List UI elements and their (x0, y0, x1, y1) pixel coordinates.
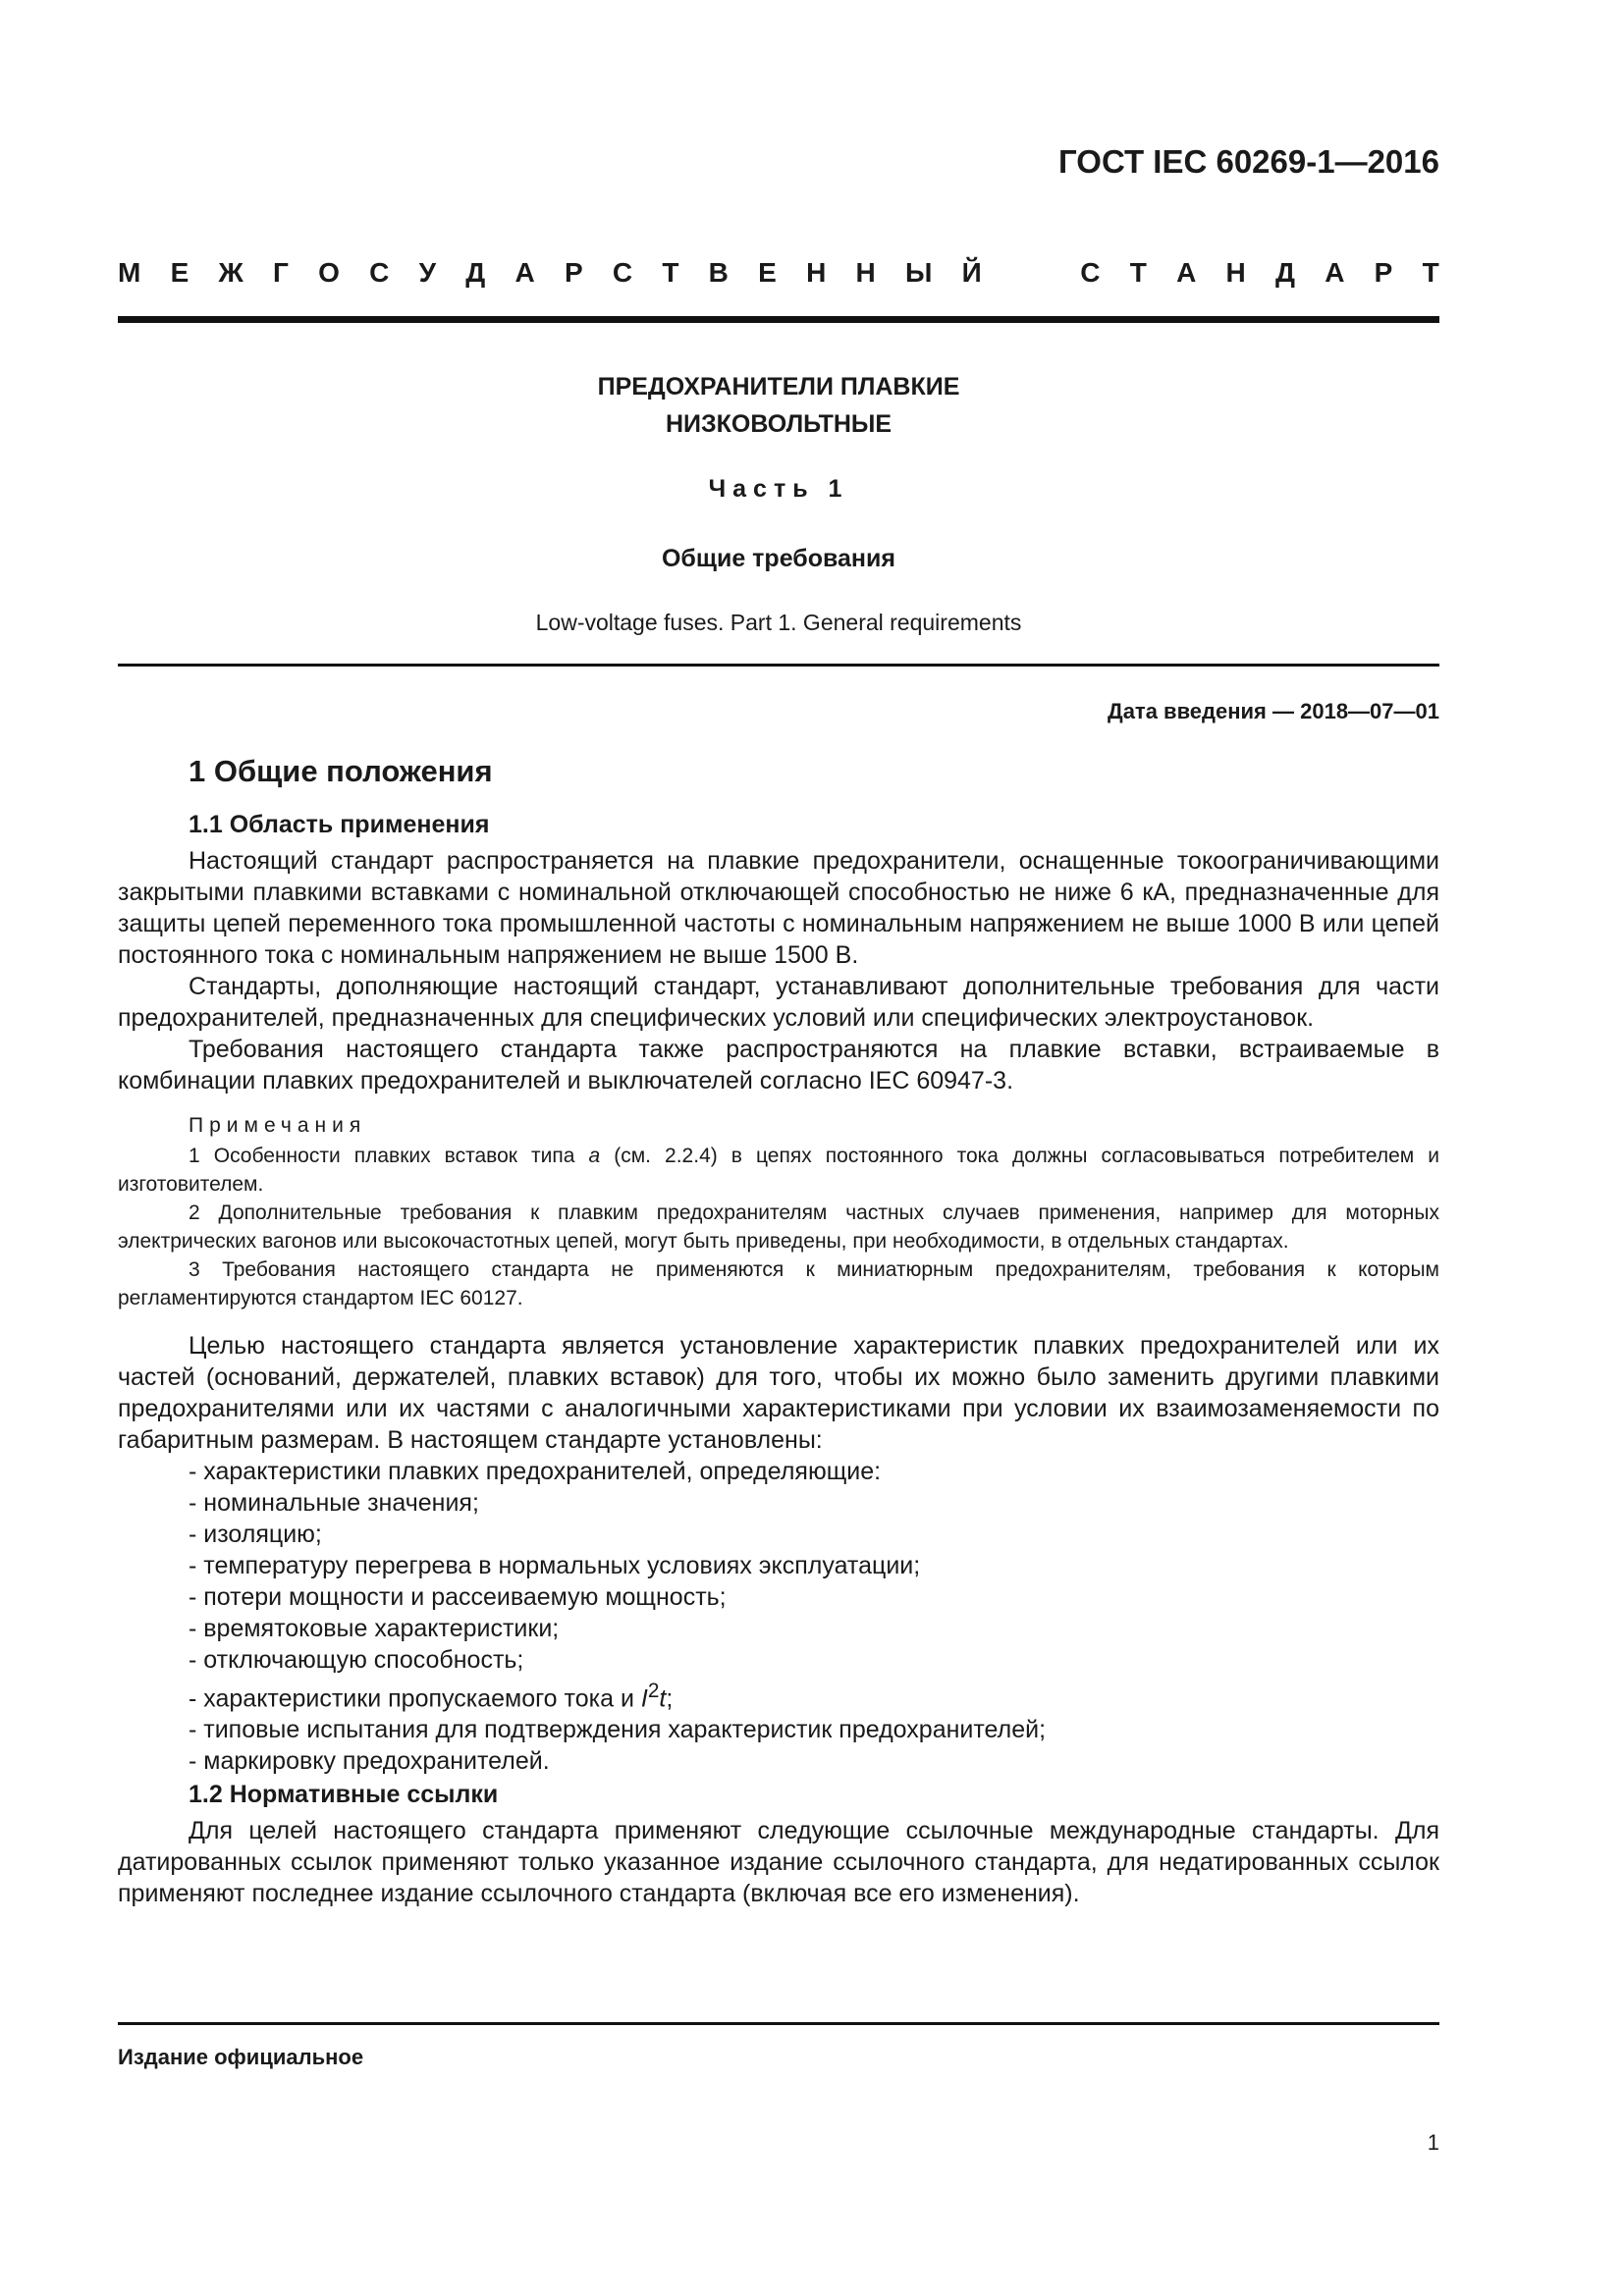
title-line-2: НИЗКОВОЛЬТНЫЕ (665, 410, 893, 438)
interstate-standard-banner (118, 257, 1439, 289)
list-item: - температуру перегрева в нормальных условиях эксплуатации; (189, 1552, 921, 1579)
banner-letter: А (514, 257, 535, 288)
formula-t: t (659, 1684, 667, 1713)
banner-letter: Ж (218, 257, 243, 288)
banner-letter: Н (855, 257, 876, 288)
banner-letter: У (418, 257, 437, 288)
banner-letter: Е (170, 257, 189, 288)
list-item-punct: ; (666, 1684, 674, 1713)
formula-exponent: 2 (647, 1680, 660, 1702)
list-item: - типовые испытания для подтверждения характеристик предохранителей; (189, 1716, 1047, 1744)
banner-letter: А (1325, 257, 1345, 288)
banner-letter: В (708, 257, 729, 288)
page-number: 1 (1427, 2130, 1439, 2155)
banner-letter: Ы (905, 257, 933, 288)
notes-label: Примечания (189, 1114, 367, 1137)
supplementary-standards-paragraph: Стандарты, дополняющие настоящий стандарт, устанавливают дополнительные требования для части предохранителей, предназначенных для специфических условий или специфических электроустановок. (118, 973, 1439, 1032)
banner-letter: Т (1422, 257, 1439, 288)
note-1-text-start: 1 Особенности плавких вставок типа (189, 1145, 589, 1167)
header-divider (118, 316, 1439, 323)
banner-letter: Д (1275, 257, 1295, 288)
list-item: - отключающую способность; (189, 1646, 524, 1674)
note-1-text-end: (см. 2.2.4) в цепях постоянного тока должны согласовываться потребителем и изготовителем. (118, 1145, 1439, 1196)
introduction-date: Дата введения — 2018—07—01 (1108, 699, 1439, 723)
banner-letter: А (1176, 257, 1197, 288)
section-1-1-heading: 1.1 Область применения (189, 811, 490, 838)
list-item (189, 1676, 1439, 1714)
banner-letter: О (318, 257, 340, 288)
document-page (118, 0, 1439, 2296)
document-title (118, 368, 1439, 443)
standard-code: ГОСТ IEC 60269-1—2016 (1058, 143, 1439, 180)
banner-letter: Р (564, 257, 583, 288)
list-item: - характеристики плавких предохранителей, определяющие: (189, 1458, 882, 1485)
banner-letter: Т (1129, 257, 1147, 288)
section-1-heading: 1 Общие положения (189, 754, 493, 788)
banner-letter: С (1080, 257, 1101, 288)
banner-letter: Г (273, 257, 289, 288)
goal-paragraph: Целью настоящего стандарта является установление характеристик плавких предохранителей или их частей (оснований, держателей, плавких вставок) для того, чтобы их можно было заменить другими плавкими предохранителями или их частями с аналогичными характеристиками при условии их взаимозаменяемости по габаритным размерам. В настоящем стандарте установлены: (118, 1332, 1439, 1454)
banner-letter: М (118, 257, 141, 288)
list-item: - времятоковые характеристики; (189, 1615, 560, 1642)
note-1-italic-type: a (588, 1145, 601, 1167)
note-2: 2 Дополнительные требования к плавким предохранителям частных случаев применения, например для моторных электрических вагонов или высокочастотных цепей, могут быть приведены, при необходимости, в отдельных стандартах. (118, 1201, 1439, 1253)
main-content (118, 754, 1439, 1909)
english-title: Low-voltage fuses. Part 1. General requirements (535, 610, 1022, 635)
scope-paragraph: Настоящий стандарт распространяется на плавкие предохранители, оснащенные токоограничивающими закрытыми плавкими вставками с номинальной отключающей способностью не ниже 6 кА, предназначенные для защиты цепей переменного тока промышленной частоты с номинальным напряжением не выше 1000 В или цепей постоянного тока с номинальным напряжением не выше 1500 В. (118, 847, 1439, 969)
section-1-2-heading: 1.2 Нормативные ссылки (189, 1781, 499, 1809)
list-item: - изоляцию; (189, 1521, 322, 1548)
list-item: - маркировку предохранителей. (189, 1747, 550, 1776)
document-subtitle: Общие требования (661, 545, 895, 572)
banner-letter: Д (465, 257, 486, 288)
note-1 (118, 1142, 1439, 1199)
footer-divider (118, 2022, 1439, 2025)
title-divider (118, 664, 1439, 667)
characteristics-list (118, 1456, 1439, 1777)
banner-letter: С (369, 257, 390, 288)
combination-paragraph: Требования настоящего стандарта также распространяются на плавкие вставки, встраиваемые в комбинации плавких предохранителей и выключателей согласно IEC 60947-3. (118, 1036, 1439, 1095)
banner-letter: Р (1374, 257, 1393, 288)
list-item: - потери мощности и рассеиваемую мощность; (189, 1583, 727, 1611)
normative-references-paragraph: Для целей настоящего стандарта применяют следующие ссылочные международные стандарты. Для датированных ссылок применяют только указанное издание ссылочного стандарта, для недатированных ссылок применяют последнее издание ссылочного стандарта (включая все его изменения). (118, 1817, 1439, 1908)
banner-letter: Н (1225, 257, 1246, 288)
formula-I: I (640, 1684, 648, 1713)
banner-letter: Е (758, 257, 777, 288)
banner-word-gap (1011, 257, 1051, 289)
note-3: 3 Требования настоящего стандарта не применяются к миниатюрным предохранителям, требования к которым регламентируются стандартом IEC 60127. (118, 1258, 1439, 1309)
list-item-text: - характеристики пропускаемого тока и (189, 1684, 641, 1713)
banner-letter: Й (961, 257, 982, 288)
title-line-1: ПРЕДОХРАНИТЕЛИ ПЛАВКИЕ (597, 373, 960, 400)
official-edition-label: Издание официальное (118, 2045, 364, 2069)
banner-letter: С (612, 257, 633, 288)
banner-letter: Т (662, 257, 679, 288)
banner-letter: Н (806, 257, 827, 288)
list-item: - номинальные значения; (189, 1489, 479, 1517)
part-label: Часть 1 (708, 475, 849, 503)
